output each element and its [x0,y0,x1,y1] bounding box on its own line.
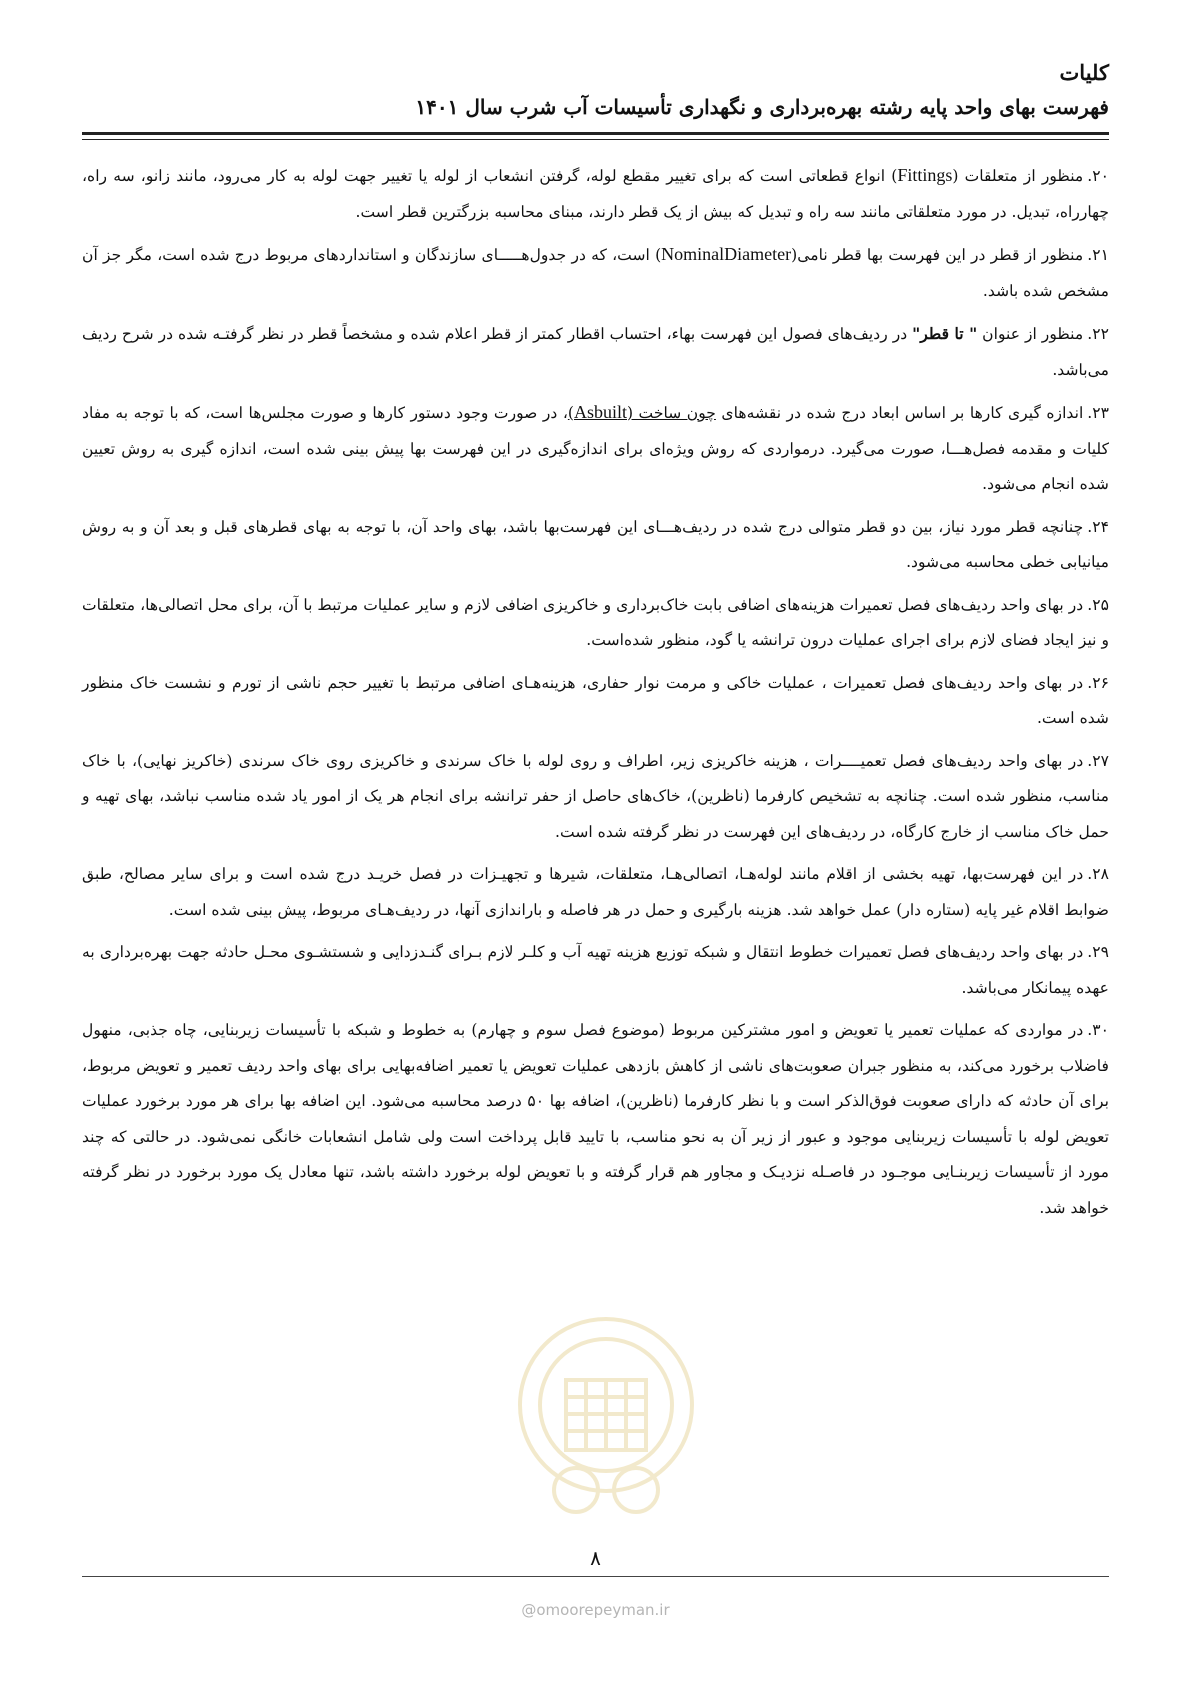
clause-text: چون ساخت ( [626,404,716,422]
clause-number: ۲۸. [1087,865,1109,883]
body-content [82,158,1109,1233]
clause-number: ۲۹. [1087,943,1109,961]
clause-number: ۲۳. [1087,404,1110,422]
page-header [82,60,1109,119]
clause-paragraph [82,666,1109,737]
clause-text: در ردیف‌های فصول این فهرست بهاء، احتساب اقطار کمتر از قطر اعلام شده و مشخصاً قطر در نظر گرفتـه شده در شرح ردیف می‌باشد. [82,325,1109,379]
clause-number: ۲۲. [1087,325,1109,343]
clause-text: " تا قطر" [912,324,978,343]
document-title: فهرست بهای واحد پایه رشته بهره‌برداری و نگهداری تأسیسات آب شرب سال ۱۴۰۱ [415,95,1109,119]
section-title: کلیات [1059,60,1109,85]
clause-number: ۲۶. [1087,673,1109,692]
clause-text: در بهای واحد ردیف‌های فصل تعمیرات ، عملیات خاکی و مرمت نوار حفاری، هزینه‌هـای اضافی مرتبط با تغییر حجم ناشی از تورم و نشست خاک منظور شده است. [82,673,1109,727]
clause-paragraph [82,857,1109,928]
clause-paragraph [82,237,1109,309]
clause-number: ۲۴. [1087,517,1109,536]
clause-text: منظور از عنوان [977,325,1084,343]
clause-text: چنانچه قطر مورد نیاز، بین دو قطر متوالی درج شده در ردیف‌هـــای این فهرست‌بها باشد، بهای واحد آن، با توجه به بهای قطرهای قبل و بعد آن و به روش میانیابی خطی محاسبه می‌شود. [82,517,1109,571]
clause-text: در بهای واحد ردیف‌های فصل تعمیــــرات ، هزینه خاکریزی زیر، اطراف و روی لوله با خاک سرندی و خاکریزی روی خاک سرندی (خاکریز نهایی)، با خاک مناسب، منظور شده است. چنانچه به تشخیص کارفرما (ناظرین)، خاک‌های حاصل از حفر ترانشه برای انجام هر یک از امور یاد شده مناسب نباشد، بهای تهیه و حمل خاک مناسب از خارج کارگاه، در ردیف‌های این فهرست در نظر گرفته شده است. [82,751,1109,841]
clause-text: در بهای واحد ردیف‌های فصل تعمیرات خطوط انتقال و شبکه توزیع هزینه تهیه آب و کلـر لازم بـرای گنـدزدایی و شستشـوی محـل حادثه جهت بهره‌برداری به عهده پیمانکار می‌باشد. [82,943,1109,997]
clause-paragraph [82,1013,1109,1226]
header-rule-thin [82,139,1109,140]
footer-website: @omoorepeyman.ir [521,1601,670,1619]
clause-text: در این فهرست‌بها، تهیه بخشی از اقلام مانند لوله‌هـا، اتصالی‌هـا، متعلقات، شیرها و تجهیـزات در فصل خریـد درج شده است و برای سایر مصالح، طبق ضوابط اقلام غیر پایه (ستاره دار) عمل خواهد شد. هزینه بارگیری و حمل در هر فاصله و باراندازی آنها، در ردیف‌هـای مربوط، پیش بینی شده است. [82,865,1109,919]
clause-text: منظور از قطر در این فهرست بها قطر نامی( [791,246,1084,264]
latin-term: NominalDiameter [661,244,792,264]
clause-number: ۲۷. [1087,751,1109,770]
watermark-logo [506,1300,706,1530]
clause-number: ۲۱. [1087,246,1109,264]
clause-number: ۲۰. [1087,167,1109,185]
clause-paragraph [82,588,1109,659]
clause-text: اندازه گیری کارها بر اساس ابعاد درج شده در نقشه‌های [715,404,1084,422]
clause-text: منظور از متعلقات ( [952,167,1084,185]
clause-text: ، در صورت وجود دستور کارها و صورت مجلس‌ها است، که با توجه به مفاد کلیات و مقدمه فصل‌هـــا، صورت می‌گیرد. درمواردی که روش ویژه‌ای برای اندازه‌گیری در این فهرست بها پیش بینی شده است، اندازه گیری به روش تعیین شده انجام می‌شود. [82,404,1109,493]
clause-paragraph [82,158,1109,230]
clause-text: در مواردی که عملیات تعمیر یا تعویض و امور مشترکین مربوط (موضوع فصل سوم و چهارم) به خطوط و شبکه با تأسیسات زیربنایی، چاه جذبی، منهول فاضلاب برخورد می‌کند، به منظور جبران صعوبت‌های ناشی از کاهش بازدهی عملیات تعویض یا تعمیر اضافه‌بهایی برای بهای واحد ردیف تعمیر و تعویض مربوط، برای آن حادثه که دارای صعوبت فوق‌الذکر است و با نظر کارفرما (ناظرین)، اضافه بها ۵۰ درصد محاسبه می‌شود. این اضافه بها برای هر مورد برخورد عملیات تعویض لوله با تأسیسات زیربنایی موجود و عبور از زیر آن به نحو مناسب، با تایید قابل پرداخت است ولی شامل انشعابات خانگی نمی‌شود. در حالتی که چند مورد از تأسیسات زیربنـایی موجـود در فاصـله نزدیـک و مجاور هم قرار گرفته و با تعویض لوله برخورد داشته باشد، تنها معادل یک مورد برخورد در نظر گرفته خواهد شد. [82,1021,1109,1217]
clause-paragraph [82,935,1109,1006]
footer-rule [82,1576,1109,1577]
clause-number: ۲۵. [1087,595,1109,614]
clause-paragraph [82,744,1109,851]
clause-number: ۳۰. [1087,1021,1109,1039]
clause-text: در بهای واحد ردیف‌های فصل تعمیرات هزینه‌های اضافی بابت خاک‌برداری و خاکریزی اضافی لازم و سایر عملیات مرتبط با آن، برای محل اتصالی‌ها، متعلقات و نیز ایجاد فضای لازم برای اجرای عملیات درون ترانشه یا گود، منظور شده‌است. [82,595,1109,649]
page-number: ۸ [590,1546,601,1570]
clause-text: ) انواع قطعاتی است که برای تغییر مقطع لوله، گرفتن انشعاب از لوله یا تغییر جهت لوله به کار می‌رود، مانند زانو، سه راه، چهارراه، تبدیل. در مورد متعلقاتی مانند سه راه و تبدیل که بیش از یک قطر دارند، مبنای محاسبه بزرگترین قطر است. [82,167,1109,221]
latin-term: Fittings [897,165,953,185]
clause-paragraph [82,395,1109,503]
clause-text: ) است، که در جدول‌هـــــای سازندگان و استانداردهای مربوط درج شده است، مگر جز آن مشخص شده باشد. [82,246,1109,300]
clause-text: ) [567,404,574,422]
clause-paragraph [82,510,1109,581]
header-rule-thick [82,132,1109,135]
latin-term: Asbuilt [573,402,627,422]
clause-paragraph [82,316,1109,388]
